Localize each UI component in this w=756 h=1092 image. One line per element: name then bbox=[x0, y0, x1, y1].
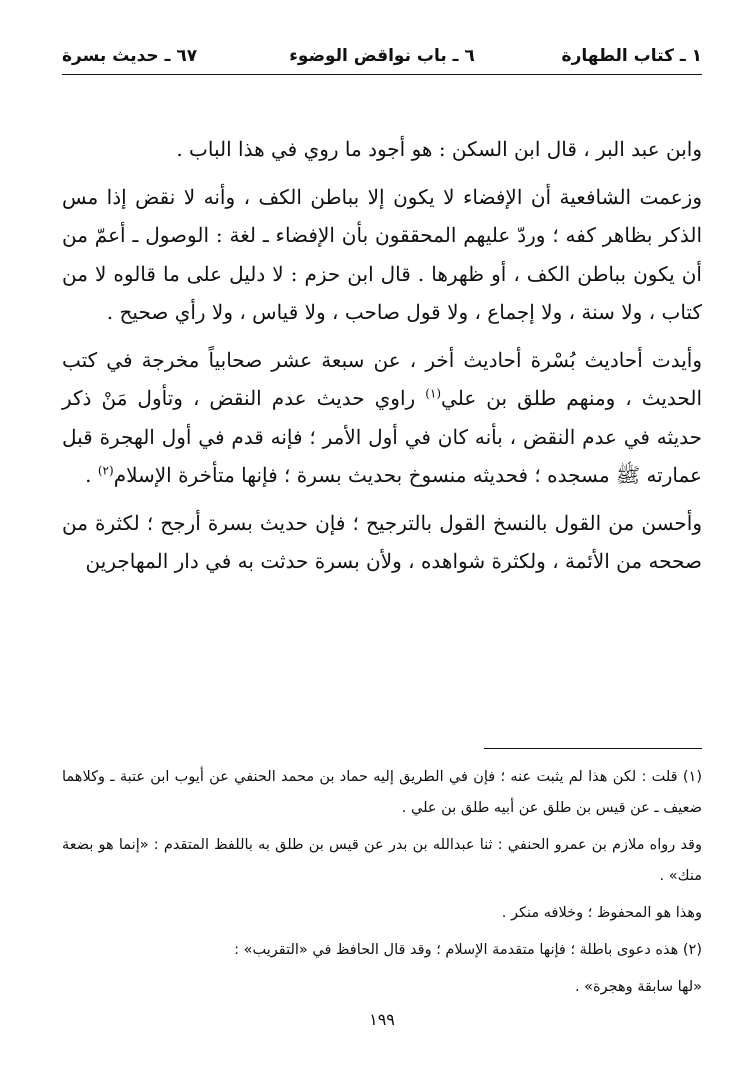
paragraph-3 bbox=[62, 341, 702, 495]
header-chapter-title: ٦ ـ باب نواقض الوضوء bbox=[289, 46, 475, 66]
footnote-divider bbox=[484, 748, 702, 749]
footnote-2-quote: «لها سابقة وهجرة» . bbox=[574, 979, 702, 995]
main-text bbox=[62, 130, 702, 590]
page-number: ١٩٩ bbox=[369, 1010, 395, 1029]
paragraph-4: وأحسن من القول بالنسخ القول بالترجيح ؛ فإن حديث بسرة أرجح ؛ لكثرة من صححه من الأئمة ، ولكثرة شواهده ، ولأن بسرة حدثت به في دار المهاجرين bbox=[62, 510, 702, 573]
footnote-2: (٢) هذه دعوى باطلة ؛ فإنها متقدمة الإسلام ؛ وقد قال الحافظ في «التقريب» : bbox=[234, 942, 702, 958]
paragraph-3-part-c: . bbox=[85, 463, 98, 487]
footnotes bbox=[62, 762, 702, 1009]
footnote-1: (١) قلت : لكن هذا لم يثبت عنه ؛ فإن في الطريق إليه حماد بن محمد الحنفي عن أيوب ابن عتبة ـ وكلاهما ضعيف ـ عن قيس بن طلق عن أبيه طلق بن علي . bbox=[62, 769, 702, 816]
footnote-ref-2[interactable]: (٢) bbox=[97, 463, 114, 478]
paragraph-3-part-a: وأيدت أحاديث بُسْرة أحاديث أخر ، عن سبعة عشر صحابياً مخرجة في كتب الحديث ، ومنهم طلق بن علي bbox=[62, 347, 702, 410]
header-hadith-title: ٦٧ ـ حديث بسرة bbox=[62, 46, 198, 66]
paragraph-3-part-b: راوي حديث عدم النقض ، وتأول مَنْ ذكر حديثه في عدم النقض ، بأنه كان في أول الأمر ؛ فإنه قدم في أول الهجرة قبل عمارته ﷺ مسجده ؛ فحديثه منسوخ بحديث بسرة ؛ فإنها متأخرة الإسلام bbox=[62, 386, 702, 487]
running-header bbox=[62, 40, 702, 75]
header-book-title: ١ ـ كتاب الطهارة bbox=[561, 46, 702, 66]
footnote-ref-1[interactable]: (١) bbox=[425, 386, 442, 401]
footnote-1-conclusion: وهذا هو المحفوظ ؛ وخلافه منكر . bbox=[501, 905, 702, 921]
paragraph-1: وابن عبد البر ، قال ابن السكن : هو أجود ما روي في هذا الباب . bbox=[176, 137, 702, 161]
book-page bbox=[62, 40, 702, 1050]
footnote-1-continued: وقد رواه ملازم بن عمرو الحنفي : ثنا عبدالله بن بدر عن قيس بن طلق به باللفظ المتقدم : «إنما هو بضعة منك» . bbox=[62, 837, 702, 884]
paragraph-2: وزعمت الشافعية أن الإفضاء لا يكون إلا بباطن الكف ، وأنه لا نقض إذا مس الذكر بظاهر كفه ؛ وردّ عليهم المحققون بأن الإفضاء ـ لغة : الوصول ـ أعمّ من أن يكون بباطن الكف ، أو ظهرها . قال ابن حزم : لا دليل على ما قالوه لا من كتاب ، ولا سنة ، ولا إجماع ، ولا قول صاحب ، ولا قياس ، ولا رأي صحيح . bbox=[62, 184, 702, 324]
